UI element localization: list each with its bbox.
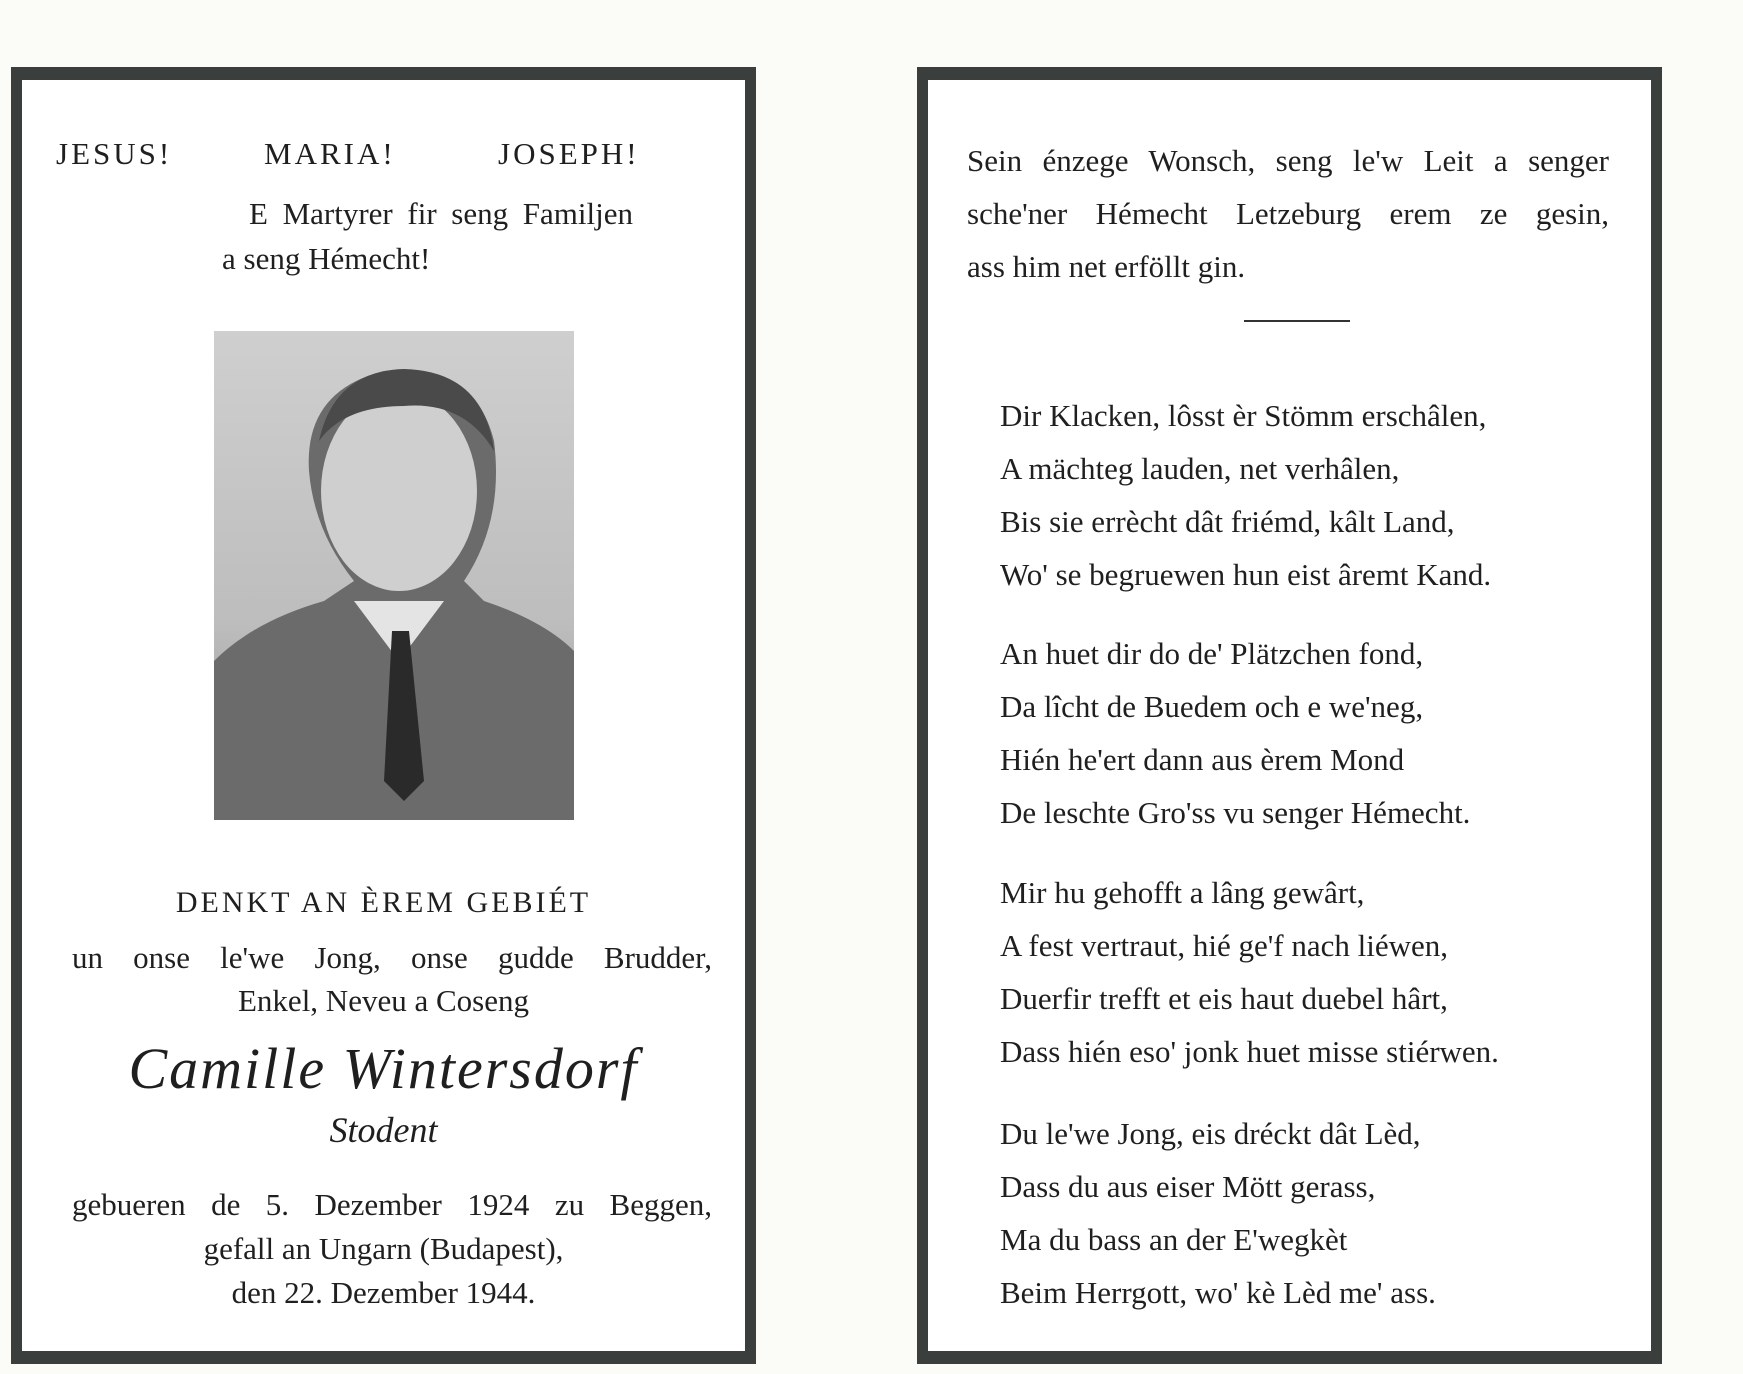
intro-line: ass him net erföllt gin. bbox=[967, 249, 1246, 284]
poem-line: Wo' se begruewen hun eist âremt Kand. bbox=[1000, 557, 1492, 592]
memorial-card-back bbox=[917, 67, 1662, 1364]
portrait-photo bbox=[214, 331, 574, 820]
poem-line: Dir Klacken, lôsst èr Stömm erschâlen, bbox=[1000, 398, 1487, 433]
poem-line: Dass du aus eiser Mött gerass, bbox=[1000, 1169, 1376, 1204]
death-date-line: den 22. Dezember 1944. bbox=[231, 1275, 536, 1310]
memorial-card-front bbox=[11, 67, 756, 1364]
poem-line: Dass hién eso' jonk huet misse stiérwen. bbox=[1000, 1034, 1499, 1069]
relation-line: Enkel, Neveu a Coseng bbox=[238, 983, 529, 1018]
poem-line: Hién he'ert dann aus èrem Mond bbox=[1000, 742, 1405, 777]
intro-line: sche'ner Hémecht Letzeburg erem ze gesin, bbox=[967, 196, 1609, 231]
invocation-maria: MARIA! bbox=[264, 136, 396, 171]
divider bbox=[1244, 320, 1350, 322]
dedication-line: E Martyrer fir seng Familjen bbox=[249, 196, 633, 231]
poem-line: Duerfir trefft et eis haut duebel hârt, bbox=[1000, 981, 1448, 1016]
invocation-jesus: JESUS! bbox=[56, 136, 173, 171]
portrait-silhouette-icon bbox=[214, 331, 574, 820]
poem-line: A mächteg lauden, net verhâlen, bbox=[1000, 451, 1400, 486]
poem-line: An huet dir do de' Plätzchen fond, bbox=[1000, 636, 1424, 671]
poem-line: Da lîcht de Buedem och e we'neg, bbox=[1000, 689, 1424, 724]
birth-date-line: gebueren de 5. Dezember 1924 zu Beggen, bbox=[72, 1187, 712, 1222]
poem-line: Du le'we Jong, eis dréckt dât Lèd, bbox=[1000, 1116, 1421, 1151]
occupation: Stodent bbox=[329, 1110, 438, 1150]
poem-line: Bis sie errècht dât friémd, kâlt Land, bbox=[1000, 504, 1455, 539]
death-place-line: gefall an Ungarn (Budapest), bbox=[203, 1231, 564, 1266]
poem-line: A fest vertraut, hié ge'f nach liéwen, bbox=[1000, 928, 1449, 963]
deceased-name: Camille Wintersdorf bbox=[128, 1036, 639, 1101]
poem-line: Mir hu gehofft a lâng gewârt, bbox=[1000, 875, 1365, 910]
poem-line: De leschte Gro'ss vu senger Hémecht. bbox=[1000, 795, 1471, 830]
poem-line: Beim Herrgott, wo' kè Lèd me' ass. bbox=[1000, 1275, 1436, 1310]
dedication-line: a seng Hémecht! bbox=[222, 241, 431, 276]
relation-line: un onse le'we Jong, onse gudde Brudder, bbox=[72, 940, 712, 975]
intro-line: Sein énzege Wonsch, seng le'w Leit a senger bbox=[967, 143, 1609, 178]
poem-line: Ma du bass an der E'wegkèt bbox=[1000, 1222, 1348, 1257]
invocation-joseph: JOSEPH! bbox=[498, 136, 640, 171]
prayer-heading: DENKT AN ÈREM GEBIÉT bbox=[175, 886, 592, 919]
